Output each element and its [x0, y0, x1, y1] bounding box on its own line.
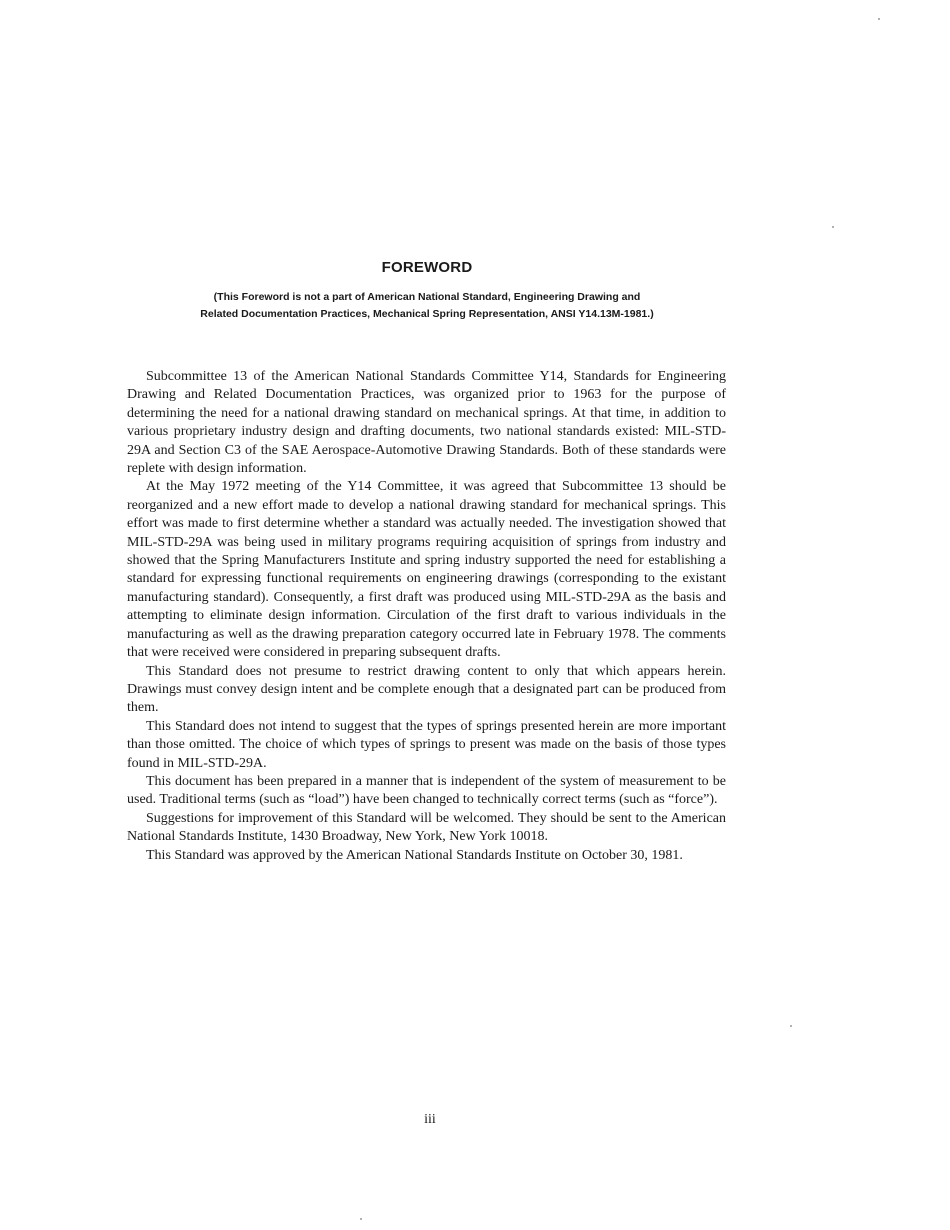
scan-speck	[878, 18, 880, 20]
foreword-note	[150, 289, 704, 323]
paragraph: Subcommittee 13 of the American National Standards Committee Y14, Standards for Engineering Drawing and Related Documentation Practices, was organized prior to 1963 for the purpose of determining the need for a national drawing standard on mechanical springs. At that time, in addition to various proprietary industry design and drafting documents, two national standards existed: MIL-STD-29A and Section C3 of the SAE Aerospace-Automotive Drawing Standards. Both of these standards were replete with design information.	[127, 369, 726, 477]
page-title: FOREWORD	[381, 259, 473, 276]
paragraph: Suggestions for improvement of this Standard will be welcomed. They should be sent to the American National Standards Institute, 1430 Broadway, New York, New York 10018.	[127, 810, 726, 845]
paragraph: This Standard does not presume to restrict drawing content to only that which appears herein. Drawings must convey design intent and be complete enough that a designated part can be produced from them.	[127, 663, 726, 716]
foreword-note-line: (This Foreword is not a part of American National Standard, Engineering Drawing and	[213, 291, 641, 303]
foreword-body	[127, 368, 726, 865]
scan-speck	[790, 1025, 792, 1027]
scan-speck	[360, 1218, 362, 1220]
page-number: iii	[424, 1112, 436, 1127]
paragraph: At the May 1972 meeting of the Y14 Committee, it was agreed that Subcommittee 13 should be reorganized and a new effort made to develop a national drawing standard for mechanical springs. This effort was made to first determine whether a standard was actually needed. The investigation showed that MIL-STD-29A was being used in military programs requiring acquisition of springs from industry and showed that the Spring Manufacturers Institute and spring industry supported the need for establishing a standard for expressing functional requirements on engineering drawings (corresponding to the existant manufacturing standard). Consequently, a first draft was produced using MIL-STD-29A as the basis and attempting to eliminate design information. Circulation of the first draft to various individuals in the manufacturing as well as the drawing preparation category occurred late in February 1978. The comments that were received were considered in preparing subsequent drafts.	[127, 479, 726, 661]
scan-speck	[832, 226, 834, 228]
paragraph: This Standard does not intend to suggest that the types of springs presented herein are more important than those omitted. The choice of which types of springs to present was made on the basis of those types found in MIL-STD-29A.	[127, 718, 726, 771]
paragraph: This document has been prepared in a manner that is independent of the system of measurement to be used. Traditional terms (such as “load”) have been changed to technically correct terms (such as “force”).	[127, 773, 726, 808]
paragraph: This Standard was approved by the American National Standards Institute on October 30, 1981.	[146, 847, 683, 863]
foreword-note-line: Related Documentation Practices, Mechanical Spring Representation, ANSI Y14.13M-1981.)	[200, 308, 654, 320]
